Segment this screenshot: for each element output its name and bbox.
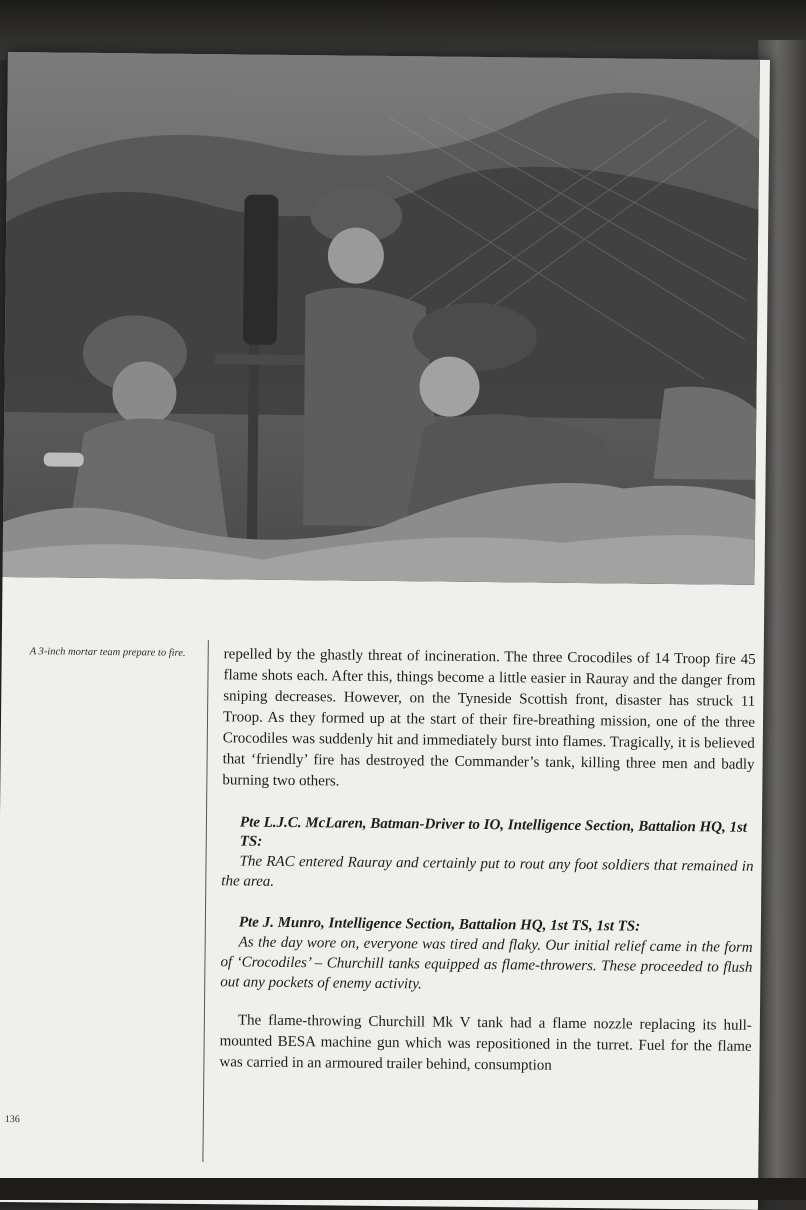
quote-attribution-mclaren: Pte L.J.C. McLaren, Batman-Driver to IO, Intelligence Section, Battalion HQ, 1st TS:: [239, 814, 748, 850]
body-paragraph-1: repelled by the ghastly threat of incineration. The three Crocodiles of 14 Troop fire 45 flame shots each. After this, things become a little easier in Rauray and the danger from sniping decreases. However, on the Tyneside Scottish front, disaster has struck 11 Troop. As they formed up at the start of their fire-breathing mission, one of the three Crocodiles was suddenly hit and immediately burst into flames. Tragically, it is believed that ‘friendly’ fire has destroyed the Commander’s tank, killing three men and badly burning two others.: [222, 646, 756, 790]
mortar-team-photograph: [3, 52, 760, 585]
photo-illustration: [3, 52, 760, 585]
quote-attribution-munro: Pte J. Munro, Intelligence Section, Battalion HQ, 1st TS, 1st TS:: [238, 914, 641, 935]
background-desk: [0, 0, 806, 60]
background-desk-bottom: [0, 1178, 806, 1200]
photo-caption: A 3-inch mortar team prepare to fire.: [29, 646, 186, 659]
caption-divider-rule: [202, 640, 208, 1162]
body-paragraph-2: The flame-throwing Churchill Mk V tank had a flame nozzle replacing its hull-mounted BESA machine gun which was repositioned in the turret. Fuel for the flame was carried in an armoured trailer behind, consumption: [219, 1012, 752, 1074]
book-page: [0, 52, 770, 1210]
main-text-column: [219, 644, 756, 1093]
page-number: 136: [4, 1114, 20, 1126]
quote-text-mclaren: The RAC entered Rauray and certainly put to rout any foot soldiers that remained in the area.: [221, 853, 754, 890]
quote-text-munro: As the day wore on, everyone was tired and flaky. Our initial relief came in the form of ‘Crocodiles’ – Churchill tanks equipped as flame-throwers. These proceeded to flush out any pockets of enemy activity.: [220, 934, 753, 993]
